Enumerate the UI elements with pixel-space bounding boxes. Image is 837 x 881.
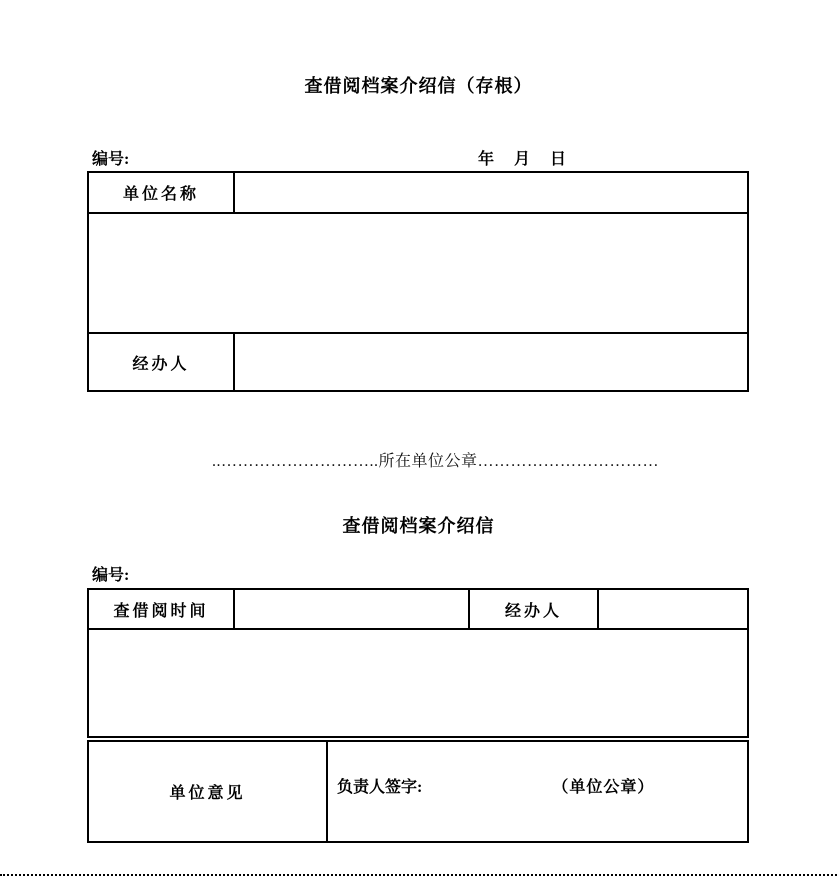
stub-serial-label: 编号: (92, 151, 130, 168)
letter-table-bottom (87, 740, 749, 843)
stub-body-cell[interactable] (88, 213, 748, 333)
page-break-dotted-line (0, 874, 837, 876)
stub-table (87, 171, 749, 392)
stub-title: 查借阅档案介绍信（存根） (304, 76, 533, 96)
table-row (88, 629, 748, 737)
unit-name-label: 单位名称 (88, 172, 234, 213)
letter-handler-value-cell[interactable] (598, 589, 748, 629)
access-time-label: 查借阅时间 (88, 589, 234, 629)
unit-opinion-label: 单位意见 (88, 741, 327, 842)
letter-handler-label: 经办人 (469, 589, 598, 629)
stamp-label: 所在单位公章 (378, 453, 478, 470)
table-row (88, 172, 748, 213)
signature-label: 负责人签字: (337, 779, 423, 796)
table-row (88, 213, 748, 333)
stamp-left-dots: ..……………………….. (211, 453, 379, 470)
stamp-right-dots: …………………………… (477, 453, 659, 470)
stamp-separator (0, 448, 837, 471)
unit-name-value-cell[interactable] (234, 172, 748, 213)
signature-cell[interactable] (327, 741, 748, 842)
letter-serial-label: 编号: (92, 567, 130, 584)
table-row (88, 589, 748, 629)
unit-seal-label: （单位公章） (552, 779, 655, 796)
letter-body-cell[interactable] (88, 629, 748, 737)
table-row (88, 741, 748, 842)
stub-handler-value-cell[interactable] (234, 333, 748, 391)
letter-table-top (87, 588, 749, 738)
table-row (88, 333, 748, 391)
letter-title: 查借阅档案介绍信 (342, 516, 495, 536)
stub-handler-label: 经办人 (88, 333, 234, 391)
stub-date-line: 年 月 日 (478, 151, 569, 168)
access-time-value-cell[interactable] (234, 589, 469, 629)
